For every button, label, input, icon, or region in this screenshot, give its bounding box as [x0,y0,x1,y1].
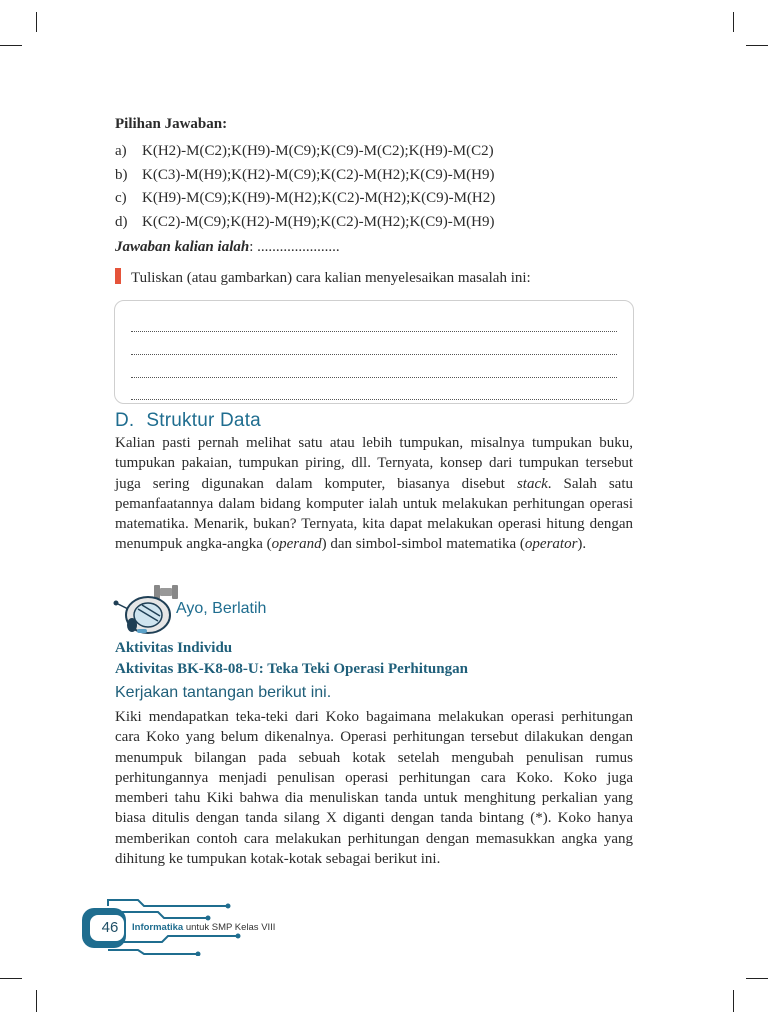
section-number: D. [115,410,135,431]
crop-mark [36,12,37,32]
dotted-line [131,354,617,355]
crop-mark [733,990,734,1012]
option-text: K(C2)-M(C9);K(H2)-M(H9);K(C2)-M(H2);K(C9)-M(H9) [142,214,495,230]
helmet-dumbbell-icon [112,575,182,637]
options-label: Pilihan Jawaban: [115,116,228,132]
section-title: Struktur Data [146,410,261,431]
paragraph-text: ). [577,536,587,553]
option-text: K(H9)-M(C9);K(H9)-M(H2);K(C2)-M(H2);K(C9)-M(H2) [142,190,496,206]
option-letter: a) [115,143,127,159]
option-letter: b) [115,167,128,183]
section-paragraph [115,433,633,555]
ayo-title: Ayo, Berlatih [176,600,267,617]
option-c [115,190,495,207]
crop-mark [746,45,768,46]
book-title-bold: Informatika [132,922,184,933]
bullet-bar-icon [115,268,121,284]
crop-mark [36,990,37,1012]
instruction-text: Tuliskan (atau gambarkan) cara kalian menyelesaikan masalah ini: [131,270,531,286]
section-heading [115,410,261,432]
option-text: K(H2)-M(C2);K(H9)-M(C9);K(C9)-M(C2);K(H9)-M(C2) [142,143,494,159]
paragraph-text: . Salah satu pemanfaatannya dalam bidang komputer ialah untuk melakukan perhitungan operasi matematika. Menarik, bukan? Ternyata, kita dapat melakukan operasi hitung dengan menumpuk angka-angka ( [115,475,633,553]
book-title-rest: untuk SMP Kelas VIII [183,922,276,933]
activity-paragraph: Kiki mendapatkan teka-teki dari Koko bagaimana melakukan operasi perhitungan cara Koko yang belum dikenalnya. Operasi perhitungan tersebut dilakukan dengan menumpuk bilangan pada sebuah kotak setelah mengubah penulisan rumus perhitungannya menjadi penulisan operasi perhitungan cara Koko. Koko juga memberi tahu Kiki bahwa dia menuliskan tanda untuk menghitung perkalian yang biasa ditulis dengan tanda silang X diganti dengan tanda bintang (*). Koko hanya memberikan contoh cara melakukan perhitungan dengan memasukkan angka yang dihitung ke tumpukan kotak-kotak sebagai berikut ini. [115,709,633,868]
dotted-line [131,377,617,378]
crop-mark [733,12,734,32]
activity-code: Aktivitas BK-K8-08-U: Teka Teki Operasi Perhitungan [115,661,468,677]
paragraph-text: ) dan simbol-simbol matematika ( [321,536,525,553]
crop-mark [0,45,22,46]
answer-blank[interactable]: : ...................... [249,239,340,255]
option-text: K(C3)-M(H9);K(H2)-M(C9);K(C2)-M(H2);K(C9)-M(H9) [142,167,495,183]
book-title [132,922,275,933]
crop-mark [0,978,22,979]
task-title: Kerjakan tantangan berikut ini. [115,684,332,701]
term-operator: operator [524,536,578,553]
answer-box[interactable] [114,300,634,404]
option-letter: d) [115,214,128,230]
crop-mark [746,978,768,979]
paragraph-text: Kalian pasti pernah melihat satu atau lebih tumpukan, misalnya tumpukan buku, tumpukan pakaian, tumpukan piring, dll. Ternyata, konsep dari tumpukan tersebut juga sering digunakan dalam komputer, biasanya disebut [115,435,633,492]
option-letter: c) [115,190,127,206]
instruction [115,268,531,287]
option-a [115,143,494,160]
answer-label: Jawaban kalian ialah [115,239,250,255]
option-d [115,214,494,231]
term-operand: operand [271,536,322,553]
term-stack: stack [516,475,548,492]
dotted-line [131,331,617,332]
option-b [115,167,494,184]
page-number: 46 [101,919,119,936]
dotted-line [131,399,617,400]
activity-type: Aktivitas Individu [115,640,233,656]
answer-line [115,239,340,256]
